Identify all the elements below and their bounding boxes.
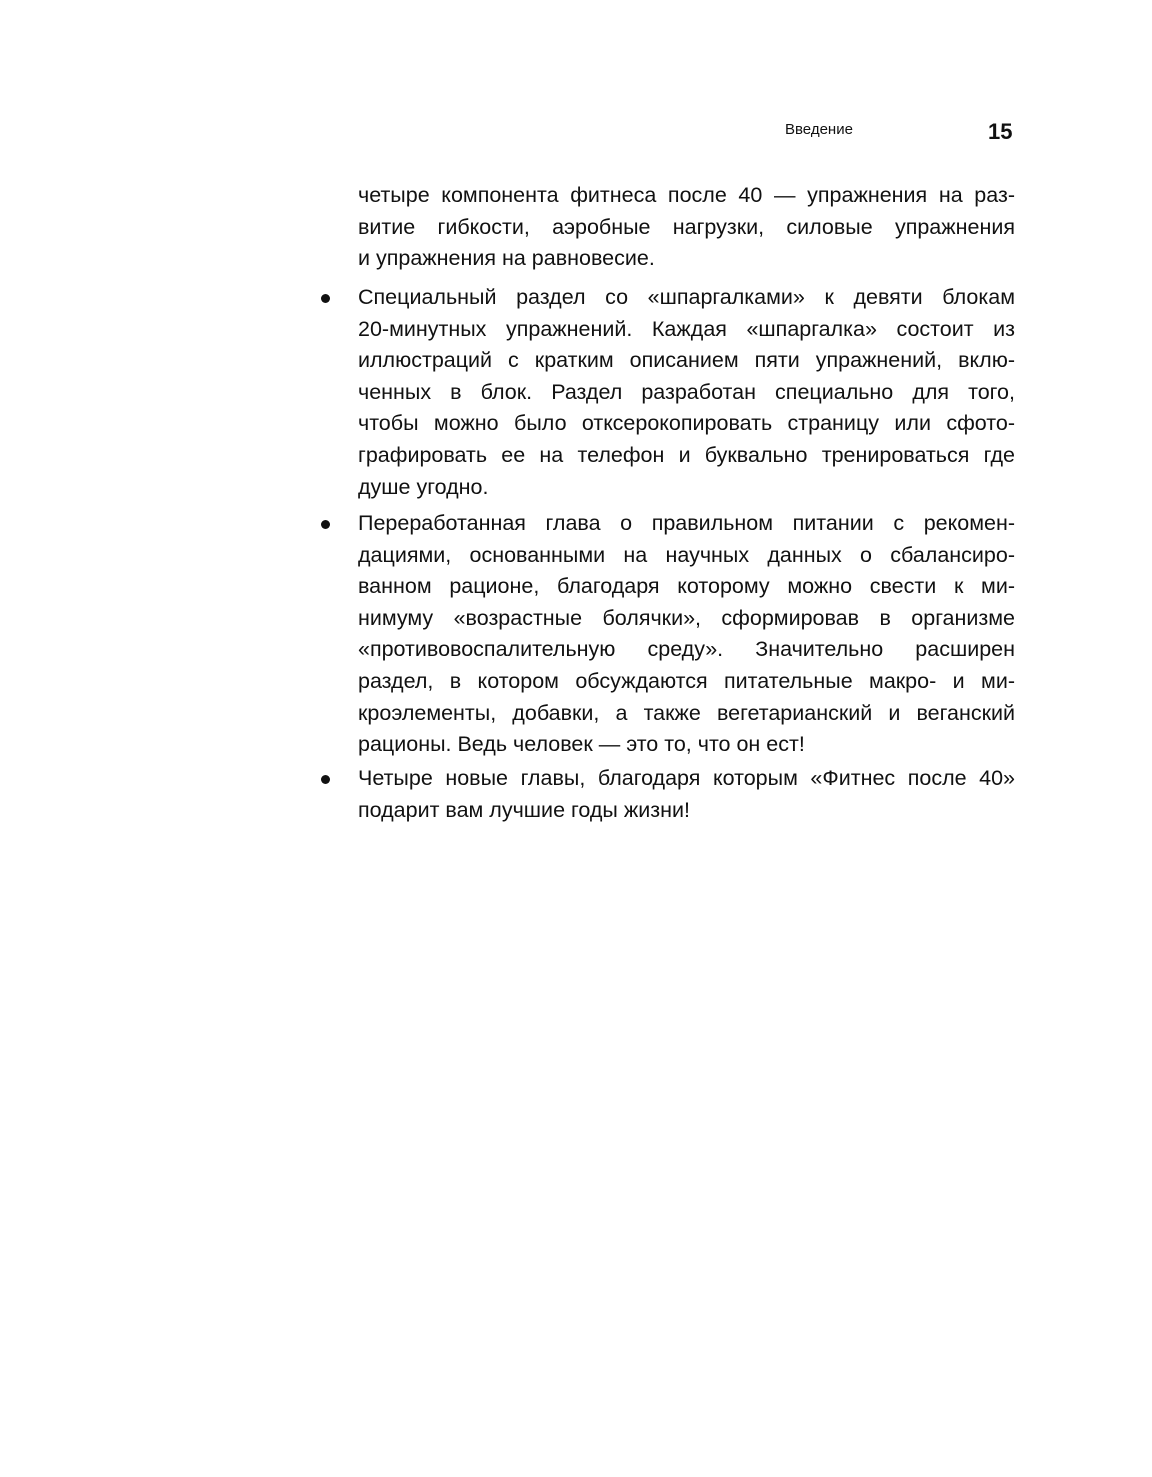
text-line: витие гибкости, аэробные нагрузки, силовые упражнения <box>358 214 1015 239</box>
text-line: рационы. Ведь человек — это то, что он ест! <box>358 732 805 757</box>
text-line: «противовоспалительную среду». Значительно расширен <box>358 637 1015 662</box>
bullet-list-item <box>358 508 1015 761</box>
running-head-section: Введение <box>785 121 853 138</box>
text-line: четыре компонента фитнеса после 40 — упражнения на раз- <box>358 183 1015 207</box>
text-line: ченных в блок. Раздел разработан специально для того, <box>358 379 1015 404</box>
text-line: ванном рационе, благодаря которому можно свести к ми- <box>358 574 1015 599</box>
text-line: Четыре новые главы, благодаря которым «Фитнес после 40» <box>358 766 1015 790</box>
text-line: графировать ее на телефон и буквально тренироваться где <box>358 442 1015 467</box>
text-line: нимуму «возрастные болячки», сформировав в организме <box>358 605 1015 630</box>
text-line: 20-минутных упражнений. Каждая «шпаргалка» состоит из <box>358 316 1015 341</box>
text-line: кроэлементы, добавки, а также вегетарианский и веганский <box>358 700 1015 725</box>
text-line: подарит вам лучшие годы жизни! <box>358 797 690 822</box>
text-line: чтобы можно было откcерокопировать страницу или сфото- <box>358 411 1015 436</box>
text-line: Переработанная глава о правильном питании с рекомен- <box>358 511 1015 535</box>
text-line: и упражнения на равновесие. <box>358 246 655 271</box>
text-line: иллюстраций с кратким описанием пяти упражнений, вклю- <box>358 348 1015 373</box>
text-line: душе угодно. <box>358 474 489 499</box>
bullet-list-item <box>358 763 1015 826</box>
bullet-list-item <box>358 282 1015 503</box>
text-line: дациями, основанными на научных данных о сбалансиро- <box>358 542 1015 567</box>
text-line: Специальный раздел со «шпаргалками» к девяти блокам <box>358 285 1015 309</box>
bullet-icon <box>321 294 330 303</box>
bullet-icon <box>321 520 330 529</box>
page-number: 15 <box>988 119 1013 144</box>
bullet-icon <box>321 775 330 784</box>
paragraph <box>358 180 1015 275</box>
text-line: раздел, в котором обсуждаются питательные макро- и ми- <box>358 668 1015 693</box>
